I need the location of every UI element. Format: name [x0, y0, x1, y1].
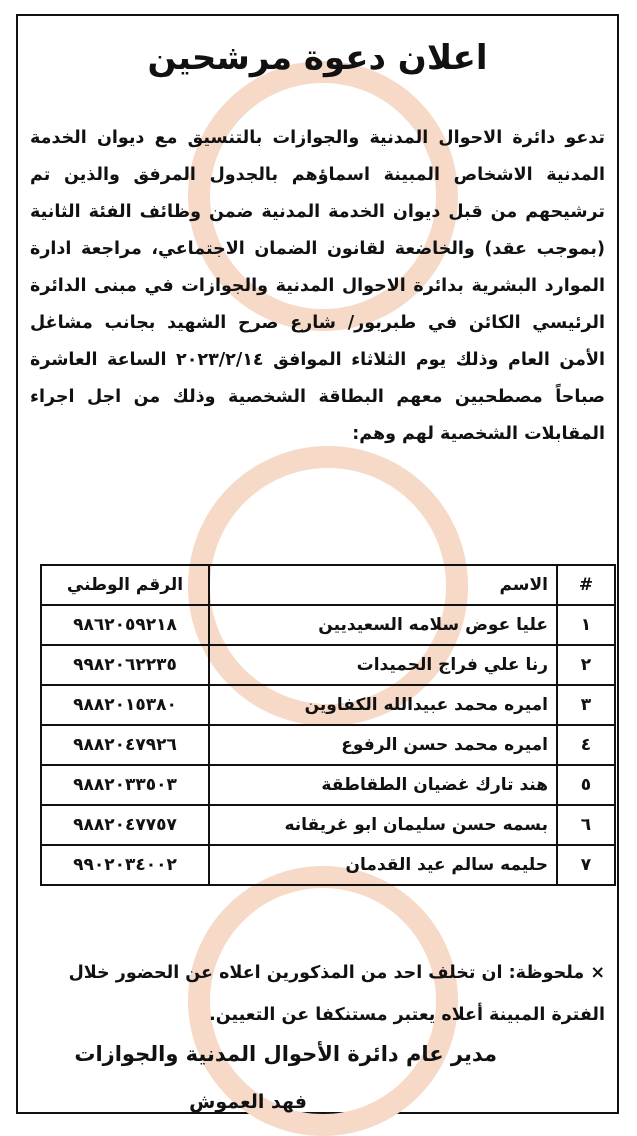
row-national-id: ٩٩٠٢٠٣٤٠٠٢ [41, 845, 209, 885]
row-num: ٦ [557, 805, 615, 845]
row-num: ٤ [557, 725, 615, 765]
table-row [41, 605, 615, 645]
table-row [41, 805, 615, 845]
row-national-id: ٩٨٨٢٠٤٧٩٢٦ [41, 725, 209, 765]
row-name: اميره محمد حسن الرفوع [209, 725, 557, 765]
table-row [41, 845, 615, 885]
table-row [41, 725, 615, 765]
table-header-row [41, 565, 615, 605]
table-row [41, 685, 615, 725]
row-national-id: ٩٨٨٢٠٤٧٧٥٧ [41, 805, 209, 845]
row-name: اميره محمد عبيدالله الكفاوين [209, 685, 557, 725]
note-text: × ملحوظة: ان تخلف احد من المذكورين اعلاه عن الحضور خلال الفترة المبينة أعلاه يعتبر مستنكفا عن التعيين. [68, 963, 605, 1025]
row-national-id: ٩٨٨٢٠٣٣٥٠٣ [41, 765, 209, 805]
row-name: رنا علي فراج الحميدات [209, 645, 557, 685]
announcement-frame [16, 14, 619, 1114]
table-row [41, 765, 615, 805]
row-num: ٣ [557, 685, 615, 725]
candidates-table [40, 564, 616, 886]
row-national-id: ٩٨٨٢٠١٥٣٨٠ [41, 685, 209, 725]
row-num: ٥ [557, 765, 615, 805]
row-name: بسمه حسن سليمان ابو غريقانه [209, 805, 557, 845]
row-num: ١ [557, 605, 615, 645]
page-title: اعلان دعوة مرشحين [147, 38, 488, 78]
row-num: ٧ [557, 845, 615, 885]
header-num: # [557, 565, 615, 605]
row-name: عليا عوض سلامه السعيديين [209, 605, 557, 645]
row-national-id: ٩٨٦٢٠٥٩٢١٨ [41, 605, 209, 645]
announcement-body: تدعو دائرة الاحوال المدنية والجوازات بالتنسيق مع ديوان الخدمة المدنية الاشخاص المبينة اسماؤهم بالجدول المرفق والذين تم ترشيحهم من قبل ديوان الخدمة المدنية ضمن وظائف الفئة الثانية (بموجب عقد) والخاضعة لقانون الضمان الاجتماعي، مراجعة ادارة الموارد البشرية بدائرة الاحوال المدنية والجوازات في مبنى الدائرة الرئيسي الكائن في طبربور/ شارع صرح الشهيد بجانب مشاغل الأمن العام وذلك يوم الثلاثاء الموافق ٢٠٢٣/٢/١٤ الساعة العاشرة صباحاً مصطحبين معهم البطاقة الشخصية وذلك من اجل اجراء المقابلات الشخصية لهم وهم: [30, 128, 605, 444]
row-national-id: ٩٩٨٢٠٦٢٢٣٥ [41, 645, 209, 685]
row-name: هند تارك غضيان الطقاطقة [209, 765, 557, 805]
row-name: حليمه سالم عيد القدمان [209, 845, 557, 885]
table-row [41, 645, 615, 685]
signatory-name: فهد العموش [189, 1091, 307, 1113]
header-name: الاسم [209, 565, 557, 605]
row-num: ٢ [557, 645, 615, 685]
header-national-id: الرقم الوطني [41, 565, 209, 605]
signatory-position: مدير عام دائرة الأحوال المدنية والجوازات [74, 1042, 497, 1066]
